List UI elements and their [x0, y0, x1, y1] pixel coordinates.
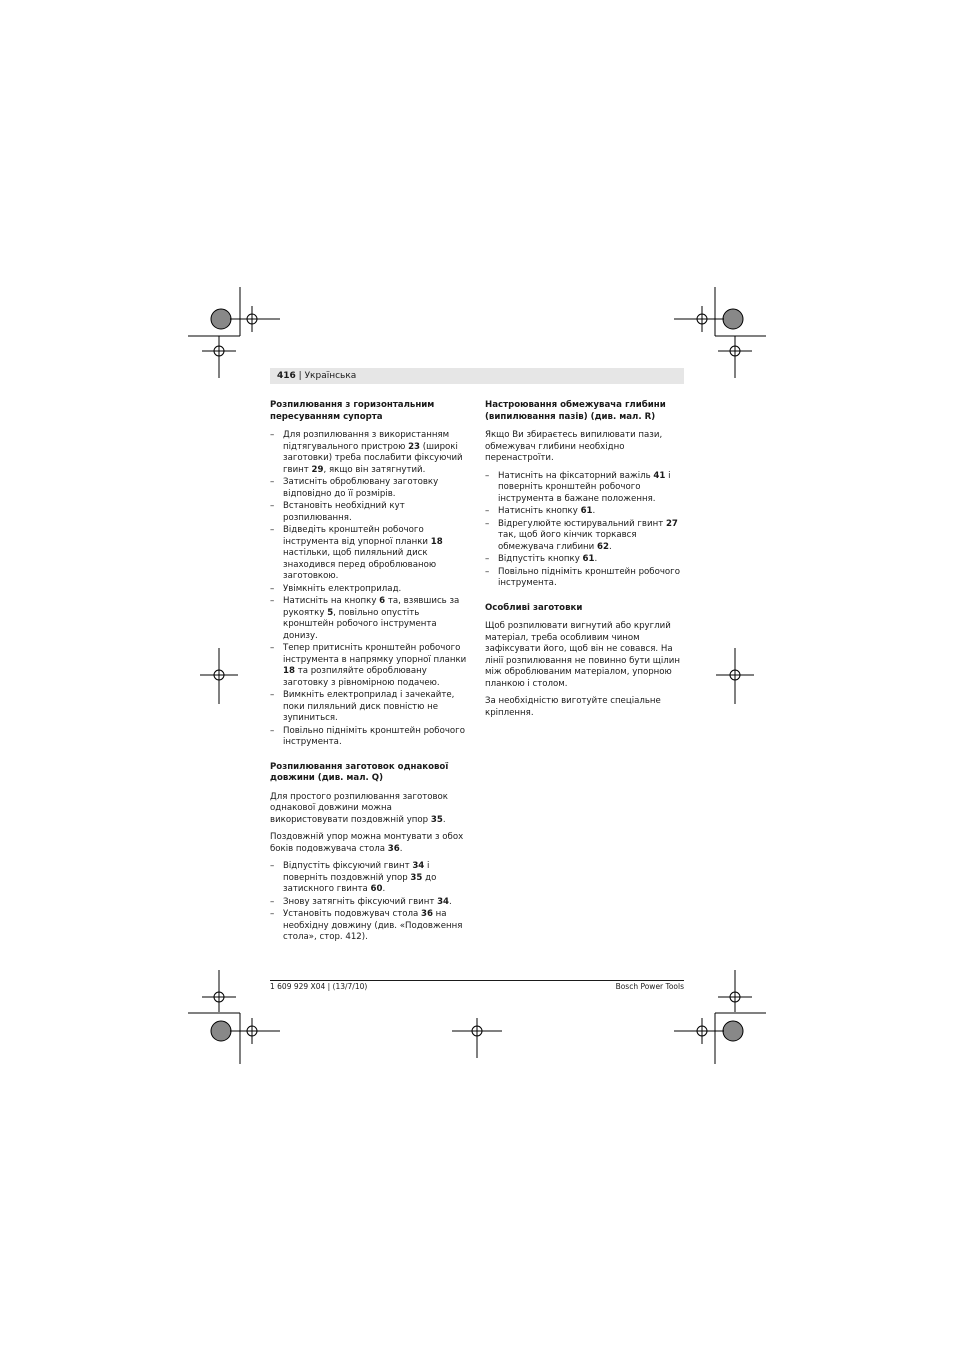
- paragraph: Якщо Ви збираєтесь випилювати пази, обмежувач глибини необхідно перенастроїти.: [485, 430, 663, 463]
- reference-number: 60: [370, 884, 383, 894]
- list-item: – Для розпилювання з використанням підтягувального пристрою 23 (широкі заготовки) треба послабити фіксуючий гвинт 29, якщо він затягнутий.: [270, 430, 468, 476]
- footer-doc-id: 1 609 929 X04 | (13/7/10): [270, 982, 368, 991]
- reference-number: 34: [412, 861, 425, 871]
- reference-number: 5: [327, 607, 334, 618]
- reference-number: 27: [665, 518, 678, 529]
- list-item: – Натисніть на кнопку 6 та, взявшись за рукоятку 5, повільно опустіть кронштейн робочого інструмента донизу.: [270, 596, 468, 642]
- reference-number: 35: [410, 872, 423, 883]
- list-item: – Відведіть кронштейн робочого інструмента від упорної планки 18 настільки, щоб пиляльний диск знаходився перед оброблюваною заготовкою.: [270, 525, 468, 583]
- left-column: [270, 400, 468, 957]
- reference-number: 6: [379, 596, 386, 606]
- list-item: – Відрегулюйте юстирувальний гвинт 27 так, щоб його кінчик торкався обмежувача глибини 62.: [485, 519, 683, 554]
- steps-list-equal-length: [270, 861, 468, 944]
- reference-number: 34: [437, 896, 450, 907]
- list-item: – Вимкніть електроприлад і зачекайте, поки пиляльний диск повністю не зупиниться.: [270, 690, 468, 725]
- header-language: Українська: [304, 371, 357, 381]
- page-number: 416: [277, 371, 296, 381]
- list-item: – Знову затягніть фіксуючий гвинт 34.: [270, 897, 468, 909]
- paragraph: Для простого розпилювання заготовок однакової довжини можна використовувати поздовжній упор 35.: [270, 791, 449, 825]
- section-heading-depth-stop: Настроювання обмежувача глибини (випилювання пазів) (див. мал. R): [485, 400, 666, 422]
- steps-list-horizontal-cut: [270, 430, 468, 749]
- reference-number: 18: [430, 536, 443, 547]
- steps-list-depth-stop: [485, 471, 683, 590]
- list-item: – Повільно підніміть кронштейн робочого інструмента.: [270, 726, 468, 749]
- list-item: – Натисніть на фіксаторний важіль 41 і поверніть кронштейн робочого інструмента в бажане положення.: [485, 471, 683, 506]
- reference-number: 61: [582, 554, 595, 564]
- paragraph: Поздовжній упор можна монтувати з обох боків подовжувача стола 36.: [270, 832, 464, 854]
- footer-brand: Bosch Power Tools: [615, 982, 684, 991]
- paragraph: Щоб розпилювати вигнутий або круглий матеріал, треба особливим чином зафіксувати його, щоб він не совався. На лінії розпилювання не повинно бути щілин між оброблюваним матеріалом, упорною планкою і столом.: [485, 621, 680, 689]
- list-item: – Затисніть оброблювану заготовку відповідно до її розмірів.: [270, 477, 468, 500]
- footer-divider: [270, 980, 684, 981]
- page-header: [270, 368, 684, 384]
- section-heading-horizontal-cut: Розпилювання з горизонтальним пересуванням супорта: [270, 400, 435, 422]
- reference-number: 62: [596, 541, 609, 552]
- reference-number: 36: [420, 909, 433, 919]
- reference-number: 18: [283, 666, 295, 676]
- list-item: – Встановіть необхідний кут розпилювання.: [270, 501, 468, 524]
- list-item: – Натисніть кнопку 61.: [485, 506, 683, 518]
- reference-number: 35: [430, 814, 443, 825]
- reference-number: 61: [580, 506, 593, 516]
- list-item: – Відпустіть кнопку 61.: [485, 554, 683, 566]
- list-item: – Установіть подовжувач стола 36 на необхідну довжину (див. «Подовження стола», стор. 412).: [270, 909, 468, 944]
- section-heading-equal-length: Розпилювання заготовок однакової довжини (див. мал. Q): [270, 761, 449, 783]
- list-item: – Повільно підніміть кронштейн робочого інструмента.: [485, 567, 683, 590]
- list-item: – Тепер притисніть кронштейн робочого інструмента в напрямку упорної планки 18 та розпиляйте оброблювану заготовку з рівномірною подачею.: [270, 643, 468, 689]
- reference-number: 23: [408, 441, 421, 452]
- reference-number: 36: [387, 843, 400, 854]
- paragraph: За необхідністю виготуйте спеціальне кріплення.: [485, 696, 661, 718]
- right-column: [485, 400, 683, 725]
- section-heading-special-workpieces: Особливі заготовки: [485, 602, 583, 613]
- list-item: – Увімкніть електроприлад.: [270, 584, 468, 596]
- header-separator: |: [295, 371, 305, 381]
- list-item: – Відпустіть фіксуючий гвинт 34 і поверніть поздовжній упор 35 до затискного гвинта 60.: [270, 861, 468, 896]
- reference-number: 29: [311, 464, 324, 475]
- reference-number: 41: [653, 470, 666, 481]
